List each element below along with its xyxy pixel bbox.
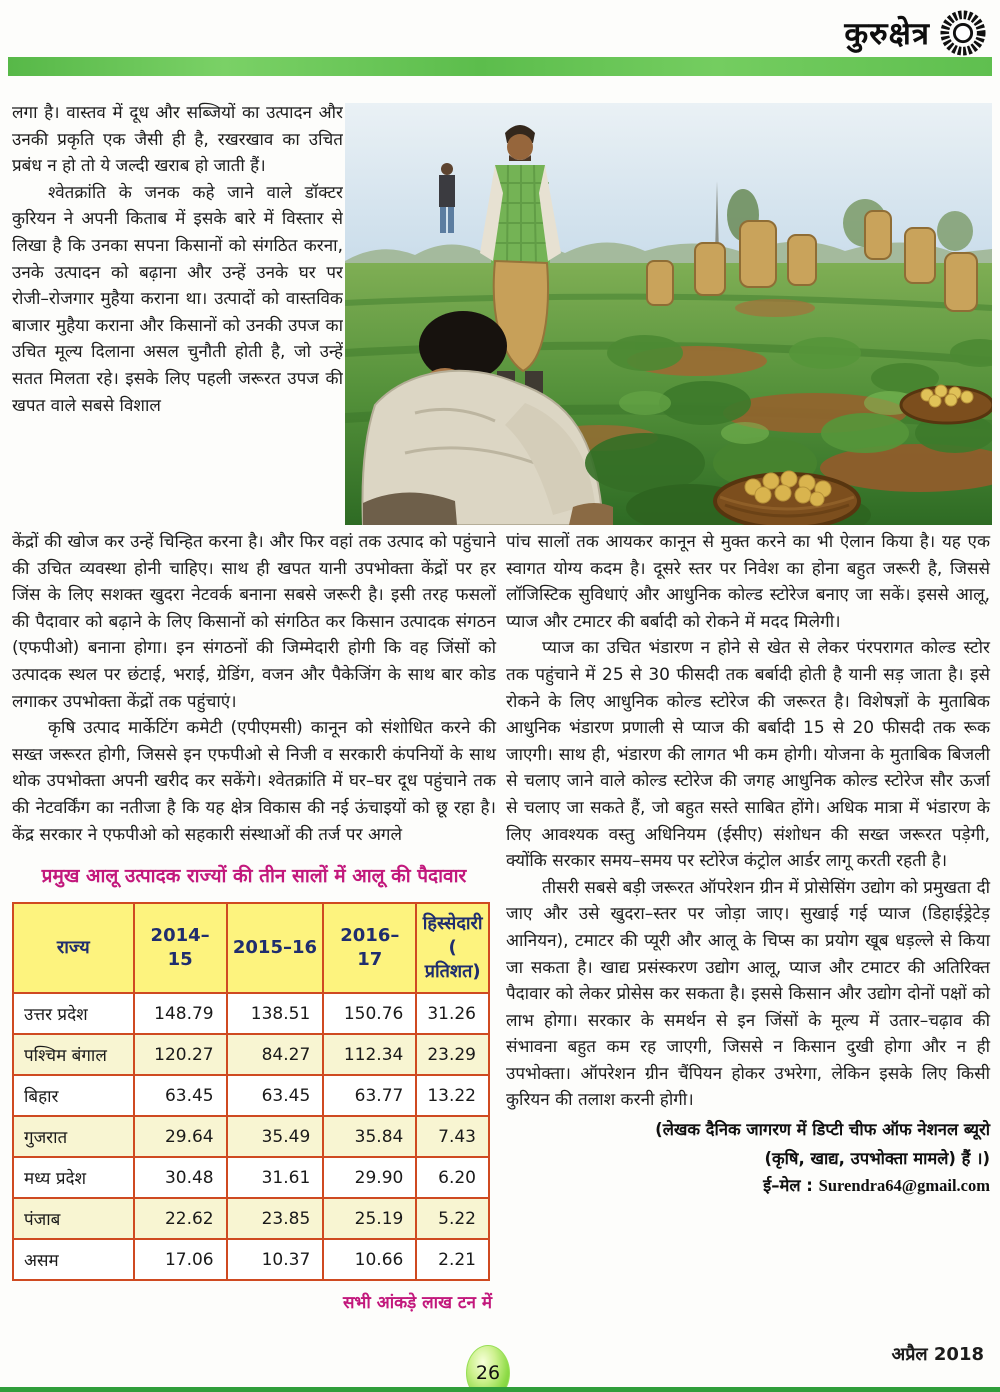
value-cell: 25.19 <box>323 1198 416 1239</box>
value-cell: 35.49 <box>227 1116 324 1157</box>
state-cell: उत्तर प्रदेश <box>13 993 134 1034</box>
paragraph: कृषि उत्पाद मार्केटिंग कमेटी (एपीएमसी) कानून को संशोधित करने की सख्त जरूरत होगी, जिससे इन एफपीओ से निजी व सरकारी कंपनियों के साथ थोक उपभोक्ता अपनी खरीद कर सकेंगे। श्वेतक्रांति में घर–घर दूध पहुंचाने तक की नेटवर्किंग का नतीजा है कि यह क्षेत्र विकास की नई ऊंचाइयों को छू रहा है। केंद्र सरकार ने एफपीओ को सहकारी संस्थाओं की तर्ज पर अगले <box>12 718 496 845</box>
field-photo <box>345 103 992 525</box>
state-cell: पश्चिम बंगाल <box>13 1034 134 1075</box>
value-cell: 6.20 <box>416 1157 489 1198</box>
paragraph: लगा है। वास्तव में दूध और सब्जियों का उत्पादन और उनकी प्रकृति एक जैसी ही है, रखरखाव का उचित प्रबंध न हो तो ये जल्दी खराब हो जाती हैं। <box>12 103 343 177</box>
value-cell: 31.26 <box>416 993 489 1034</box>
email-label: ई–मेल : <box>763 1176 819 1196</box>
column-header-2016-17: 2016–17 <box>323 903 416 993</box>
value-cell: 2.21 <box>416 1239 489 1280</box>
column-header-state: राज्य <box>13 903 134 993</box>
value-cell: 29.64 <box>134 1116 227 1157</box>
value-cell: 29.90 <box>323 1157 416 1198</box>
paragraph: प्याज का उचित भंडारण न होने से खेत से लेकर पंरपरागत कोल्ड स्टोर तक पहुंचाने में 25 से 30 फीसदी तक बर्बादी होती है यानी सड़ जाता है। इसे रोकने के लिए आधुनिक कोल्ड स्टोरेज की जरूरत है। विशेषज्ञों के मुताबिक आधुनिक भंडारण प्रणाली से प्याज की बर्बादी 15 से 20 फीसदी तक रूक जाएगी। साथ ही, भंडारण की लागत भी कम होगी। योजना के मुताबिक बिजली से चलाए जाने वाले कोल्ड स्टोरेज की जगह आधुनिक कोल्ड स्टोरेज सौर ऊर्जा से चलाए जा सकते हैं, जो बहुत सस्ते साबित होंगे। अधिक मात्रा में भंडारण के लिए आवश्यक वस्तु अधिनियम (ईसीए) संशोधन की सख्त जरूरत पड़ेगी, क्योंकि सरकार समय–समय पर स्टोरेज कंट्रोल आर्डर लागू करती रहती है। <box>506 638 990 872</box>
column-header-2014-15: 2014–15 <box>134 903 227 993</box>
issue-date: अप्रैल 2018 <box>891 1344 984 1365</box>
chakra-logo-icon <box>940 10 986 56</box>
page-number-badge <box>466 1345 510 1392</box>
table-footnote: सभी आंकड़े लाख टन में <box>342 1293 492 1314</box>
table-row <box>13 993 489 1034</box>
author-note-line1: (लेखक दैनिक जागरण में डिप्टी चीफ ऑफ नेशनल ब्यूरो <box>655 1120 990 1140</box>
value-cell: 13.22 <box>416 1075 489 1116</box>
table-title: प्रमुख आलू उत्पादक राज्यों की तीन सालों में आलू की पैदावार <box>41 865 467 888</box>
paragraph: श्वेतक्रांति के जनक कहे जाने वाले डॉक्टर कुरियन ने अपनी किताब में इसके बारे में विस्तार से लिखा है कि उनका सपना किसानों को संगठित करना, उनके उत्पादन को बढ़ाना और उन्हें उनके घर पर रोजी–रोजगार मुहैया कराना था। उत्पादों को वास्तविक बाजार मुहैया कराना और किसानों को उनकी उपज का उचित मूल्य दिलाना असल चुनौती होती है, जो उन्हें सतत मिलता रहे। इसके लिए पहली जरूरत उपज की खपत वाले सबसे विशाल <box>12 182 343 416</box>
state-cell: गुजरात <box>13 1116 134 1157</box>
column-header-2015-16: 2015–16 <box>227 903 324 993</box>
paragraph: तीसरी सबसे बड़ी जरूरत ऑपरेशन ग्रीन में प्रोसेसिंग उद्योग को प्रमुखता दी जाए और उसे खुदरा–स्तर पर जोड़ा जाए। सुखाई गई प्याज (डिहाईड्रेटेड़ आनियन), टमाटर की प्यूरी और आलू के चिप्स का प्रयोग खूब धड़ल्ले से किया जा सकता है। खाद्य प्रसंस्करण उद्योग आलू, प्याज और टमाटर की अतिरिक्त पैदावार को लेकर प्रोसेस कर सकता है। इससे किसान और उद्योग दोनों पक्षों को लाभ होगा। सरकार के समर्थन से इन जिंसों के मूल्य में उतार–चढ़ाव की संभावना बहुत कम रह जाएगी, जिससे न किसान दुखी होगा और न ही उपभोक्ता। ऑपरेशन ग्रीन चैंपियन होकर उभरेगा, लेकिन इसके लिए किसी कुरियन की तलाश करनी होगी। <box>506 877 990 1111</box>
value-cell: 138.51 <box>227 993 324 1034</box>
table-row <box>13 1157 489 1198</box>
paragraph: पांच सालों तक आयकर कानून से मुक्त करने का भी ऐलान किया है। यह एक स्वागत योग्य कदम है। दूसरे स्तर पर निवेश का होना बहुत जरूरी है, जिससे लॉजिस्टिक सुविधाएं और आधुनिक कोल्ड स्टोरेज बनाए जा सकें। इससे आलू, प्याज और टमाटर की बर्बादी को रोकने में मदद मिलेगी। <box>506 532 990 632</box>
value-cell: 23.85 <box>227 1198 324 1239</box>
right-column <box>506 529 990 1199</box>
value-cell: 148.79 <box>134 993 227 1034</box>
table-row <box>13 1239 489 1280</box>
value-cell: 22.62 <box>134 1198 227 1239</box>
paragraph: केंद्रों की खोज कर उन्हें चिन्हित करना है। और फिर वहां तक उत्पाद को पहुंचाने की उचित व्यवस्था होनी चाहिए। साथ ही खपत यानी उपभोक्ता केंद्रों पर हर जिंस के लिए सशक्त खुदरा नेटवर्क बनाना सबसे जरूरी है। इसी तरह फसलों की पैदावार को बढ़ाने के लिए किसानों को संगठित कर किसान उत्पादक संगठन (एफपीओ) बनाना होगा। इन संगठनों की जिम्मेदारी होगी कि वह जिंसों को उत्पादक स्थल पर छंटाई, भराई, ग्रेडिंग, वजन और पैकेजिंग के साथ बार कोड लगाकर उपभोक्ता केंद्रों तक पहुंचाएं। <box>12 532 496 712</box>
table-row <box>13 1034 489 1075</box>
state-cell: पंजाब <box>13 1198 134 1239</box>
table-row <box>13 1198 489 1239</box>
header-divider-bar <box>8 57 992 76</box>
magazine-title: कुरुक्षेत्र <box>844 16 930 52</box>
value-cell: 10.66 <box>323 1239 416 1280</box>
potato-production-table <box>12 902 490 1281</box>
left-column-top <box>12 100 343 526</box>
value-cell: 23.29 <box>416 1034 489 1075</box>
page-number: 26 <box>475 1362 501 1384</box>
value-cell: 63.77 <box>323 1075 416 1116</box>
value-cell: 5.22 <box>416 1198 489 1239</box>
value-cell: 84.27 <box>227 1034 324 1075</box>
value-cell: 30.48 <box>134 1157 227 1198</box>
value-cell: 7.43 <box>416 1116 489 1157</box>
masthead <box>844 10 986 56</box>
potato-field-photo-graphic <box>345 103 992 525</box>
state-cell: असम <box>13 1239 134 1280</box>
column-header-share: हिस्सेदारी ( प्रतिशत) <box>416 903 489 993</box>
table-row <box>13 1116 489 1157</box>
value-cell: 35.84 <box>323 1116 416 1157</box>
value-cell: 120.27 <box>134 1034 227 1075</box>
value-cell: 63.45 <box>227 1075 324 1116</box>
state-cell: मध्य प्रदेश <box>13 1157 134 1198</box>
potato-basket-small <box>901 385 992 423</box>
table-header-row <box>13 903 489 993</box>
value-cell: 63.45 <box>134 1075 227 1116</box>
state-cell: बिहार <box>13 1075 134 1116</box>
author-email-line <box>506 1172 990 1199</box>
author-note-line2: (कृषि, खाद्य, उपभोक्ता मामले) हैं ।) <box>764 1149 990 1169</box>
value-cell: 112.34 <box>323 1034 416 1075</box>
email-address: Surendra64@gmail.com <box>818 1176 990 1196</box>
value-cell: 10.37 <box>227 1239 324 1280</box>
footer-divider-bar <box>0 1387 1000 1392</box>
left-column <box>12 529 496 1313</box>
value-cell: 31.61 <box>227 1157 324 1198</box>
production-table-body <box>13 993 489 1280</box>
value-cell: 17.06 <box>134 1239 227 1280</box>
value-cell: 150.76 <box>323 993 416 1034</box>
table-row <box>13 1075 489 1116</box>
